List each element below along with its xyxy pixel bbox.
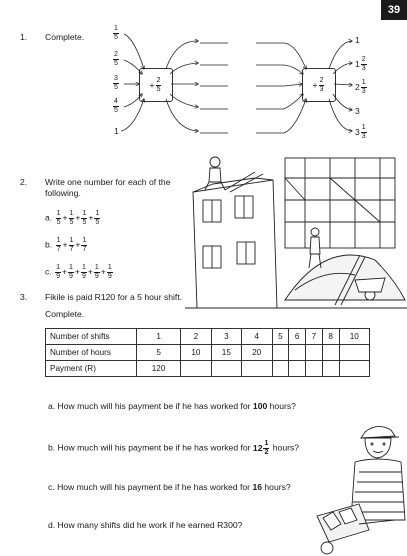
table-cell: 7 (306, 329, 323, 345)
q1-right-output-4: 3 (355, 106, 360, 116)
q1-instruction: Complete. (45, 32, 85, 42)
q1-left-operator: + (149, 80, 155, 90)
q2-instruction-line1: Write one number for each of the (45, 177, 171, 187)
q1-left-operand: $\frac{2}{5}$ (156, 77, 161, 93)
table-cell: 1 (137, 329, 181, 345)
table-row-label: Number of hours (46, 345, 137, 361)
table-row (46, 345, 370, 361)
table-cell: 8 (322, 329, 339, 345)
table-cell[interactable] (339, 361, 370, 377)
q1-left-input-5: 1 (114, 126, 119, 136)
table-cell: 5 (272, 329, 289, 345)
q2-item-a: a. $\frac{1}{5}$ + $\frac{1}{5}$ + $\frac{1}{5}$ + $\frac{1}{5}$ (45, 210, 100, 226)
table-cell[interactable] (306, 345, 323, 361)
table-cell[interactable] (306, 361, 323, 377)
q3-text: Fikile is paid R120 for a 5 hour shift. (45, 292, 183, 302)
q1-right-operator: + (312, 80, 318, 90)
q1-right-output-5: 3 $\frac{1}{3}$ (355, 124, 366, 140)
q1-left-input-1: $\frac{1}{5}$ (114, 25, 118, 41)
worker-wheelbarrow-illustration (315, 420, 407, 556)
q1-function-machine-arrows (0, 0, 407, 160)
q1-right-output-2: 1 $\frac{2}{3}$ (355, 56, 366, 72)
table-cell: 15 (211, 345, 241, 361)
table-cell[interactable] (272, 345, 289, 361)
q3-question-b: b. How much will his payment be if he has worked for 12 $\frac{1}{2}$ hours? (48, 440, 300, 456)
q2-item-c: c. $\frac{1}{9}$ + $\frac{1}{9}$ + $\frac{1}{9}$ + $\frac{1}{9}$ + $\frac{1}{9}$ (45, 264, 112, 280)
q1-left-input-4: $\frac{4}{5}$ (114, 98, 118, 114)
table-cell: 2 (181, 329, 211, 345)
q2-instruction-line2: following. (45, 188, 81, 198)
q1-right-output-1: 1 (355, 35, 360, 45)
q3-number: 3. (20, 292, 28, 302)
table-cell: 10 (181, 345, 211, 361)
q1-left-input-3: $\frac{3}{5}$ (114, 75, 118, 91)
q3-question-c: c. How much will his payment be if he has worked for 16 hours? (48, 482, 291, 492)
table-row (46, 329, 370, 345)
table-cell[interactable] (322, 345, 339, 361)
q1-right-output-3: 2 $\frac{1}{3}$ (355, 79, 366, 95)
q1-right-operand: $\frac{2}{3}$ (319, 77, 324, 93)
table-cell: 10 (339, 329, 370, 345)
table-cell[interactable] (339, 345, 370, 361)
table-cell: 6 (289, 329, 306, 345)
table-cell[interactable] (289, 345, 306, 361)
page-number: 39 (381, 0, 407, 20)
table-row-label: Payment (R) (46, 361, 137, 377)
q3-question-d: d. How many shifts did he work if he earned R300? (48, 520, 243, 530)
q1-number: 1. (20, 32, 28, 42)
table-cell[interactable] (289, 361, 306, 377)
table-cell: 120 (137, 361, 181, 377)
table-cell: 20 (242, 345, 272, 361)
table-cell: 5 (137, 345, 181, 361)
table-cell: 3 (211, 329, 241, 345)
table-cell[interactable] (242, 361, 272, 377)
q2-number: 2. (20, 177, 28, 187)
table-cell[interactable] (211, 361, 241, 377)
payment-table (45, 328, 370, 377)
table-cell: 4 (242, 329, 272, 345)
table-cell[interactable] (181, 361, 211, 377)
table-row-label: Number of shifts (46, 329, 137, 345)
q3-instruction: Complete. (45, 309, 85, 319)
table-row (46, 361, 370, 377)
q1-left-input-2: $\frac{2}{5}$ (114, 51, 118, 67)
table-cell[interactable] (322, 361, 339, 377)
table-cell[interactable] (272, 361, 289, 377)
construction-site-illustration (185, 150, 407, 310)
q3-question-a: a. How much will his payment be if he has worked for 100 hours? (48, 401, 296, 411)
q2-item-b: b. $\frac{1}{7}$ + $\frac{1}{7}$ + $\frac{1}{7}$ (45, 237, 87, 253)
